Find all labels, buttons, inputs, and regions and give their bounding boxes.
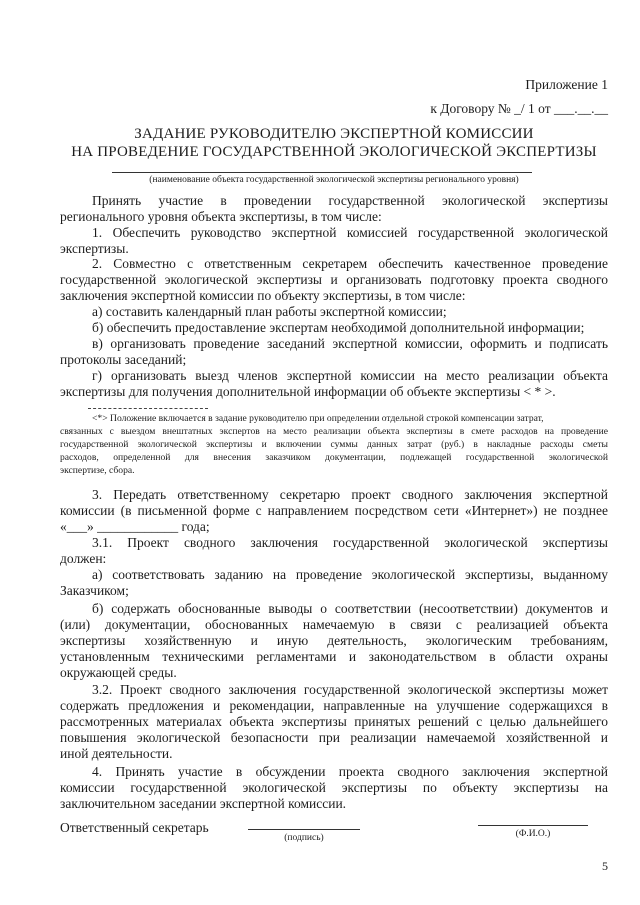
item-3-1a-line: а) соответствовать заданию на проведение экологической экспертизы, выданному bbox=[92, 567, 608, 582]
document-title-line-2: НА ПРОВЕДЕНИЕ ГОСУДАРСТВЕННОЙ ЭКОЛОГИЧЕСКОЙ ЭКСПЕРТИЗЫ bbox=[71, 144, 597, 160]
signature-role: Ответственный секретарь bbox=[60, 820, 209, 835]
item-3-1b-line: б) содержать обоснованные выводы о соответствии (несоответствии) документов и bbox=[92, 601, 608, 616]
page-number: 5 bbox=[602, 859, 608, 873]
item-3-2-line: повышения экологической безопасности при реализации намечаемой хозяйственной и bbox=[60, 730, 608, 745]
item-3-1b-line: установленным техническими регламентами и законодательством в области охраны bbox=[60, 649, 608, 664]
item-2g-line: г) организовать выезд членов экспертной комиссии на место реализации объекта bbox=[92, 368, 608, 383]
item-3-2-line: содержать предложения и рекомендации, направленные на улучшение содержащихся в bbox=[60, 698, 608, 713]
item-3-1-line: должен: bbox=[60, 551, 107, 566]
item-2-line: заключения экспертной комиссии по объекту экспертизы, в том числе: bbox=[60, 288, 466, 303]
signature-line bbox=[248, 829, 360, 830]
item-2a: а) составить календарный план работы экспертной комиссии; bbox=[92, 304, 447, 319]
item-1-line: экспертизы. bbox=[60, 241, 129, 256]
item-2b: б) обеспечить предоставление экспертам необходимой дополнительной информации; bbox=[92, 320, 585, 335]
document-title-line-1: ЗАДАНИЕ РУКОВОДИТЕЛЮ ЭКСПЕРТНОЙ КОМИССИИ bbox=[134, 126, 534, 142]
footnote-line: экспертизе, сбора. bbox=[60, 465, 135, 476]
item-4-line: 4. Принять участие в обсуждении проекта сводного заключения экспертной bbox=[92, 764, 608, 779]
item-3-deadline: «___» ____________ года; bbox=[60, 519, 210, 534]
paragraph-intro-line: регионального уровня объекта экспертизы, в том числе: bbox=[60, 209, 382, 224]
item-3-line: комиссии (в письменной форме с направлением посредством сети «Интернет») не позднее bbox=[60, 503, 608, 518]
item-3-2-line: иной деятельности. bbox=[60, 746, 173, 761]
contract-reference: к Договору № _/ 1 от ___.__.__ bbox=[430, 101, 608, 116]
item-2-line: 2. Совместно с ответственным секретарем обеспечить качественное проведение bbox=[92, 256, 608, 271]
item-3-2-line: 3.2. Проект сводного заключения государственной экологической экспертизы может bbox=[92, 682, 608, 697]
item-3-1b-line: окружающей среды. bbox=[60, 665, 177, 680]
item-3-1a-line: Заказчиком; bbox=[60, 583, 129, 598]
footnote-line: государственной экологической экспертизы и включении суммы данных затрат (руб.) в накладные расходы сметы bbox=[60, 439, 608, 450]
object-name-caption: (наименование объекта государственной экологической экспертизы регионального уровня) bbox=[149, 175, 519, 185]
item-3-1b-line: (или) документации, обоснованных намечаемую в связи с реализацией объекта bbox=[60, 617, 608, 632]
item-4-line: комиссии государственной экологической экспертизы по объекту экспертизы на bbox=[60, 780, 608, 795]
name-line bbox=[478, 825, 588, 826]
item-2-line: государственной экологической экспертизы и организовать подготовку проекта сводного bbox=[60, 272, 608, 287]
signature-caption: (подпись) bbox=[284, 833, 324, 843]
paragraph-intro-line: Принять участие в проведении государственной экологической экспертизы bbox=[92, 193, 608, 208]
item-1-line: 1. Обеспечить руководство экспертной комиссией государственной экологической bbox=[92, 225, 608, 240]
item-2v-line: протоколы заседаний; bbox=[60, 352, 187, 367]
item-3-line: 3. Передать ответственному секретарю проект сводного заключения экспертной bbox=[92, 487, 608, 502]
item-3-1-line: 3.1. Проект сводного заключения государственной экологической экспертизы bbox=[92, 535, 608, 550]
footnote-line: связанных с выездом внештатных экспертов на место реализации объекта экспертизы в смете расходов на проведение bbox=[60, 426, 608, 437]
appendix-label: Приложение 1 bbox=[525, 77, 608, 92]
item-3-1b-line: экспертизы хозяйственную и иную деятельность, экологическим требованиям, bbox=[60, 633, 608, 648]
footnote-line: расходов, определенной для внесения заказчиком документации, подлежащей государственной экологической bbox=[60, 452, 608, 463]
item-4-line: заключительном заседании экспертной комиссии. bbox=[60, 796, 347, 811]
item-2g-line: экспертизы для получения дополнительной информации об объекте экспертизы < * >. bbox=[60, 384, 556, 399]
item-3-2-line: рассмотренных материалах объекта экспертизы принятых решений с целью дальнейшего bbox=[60, 714, 608, 729]
object-name-line bbox=[112, 172, 532, 173]
footnote-separator bbox=[88, 408, 208, 409]
item-2v-line: в) организовать проведение заседаний экспертной комиссии, оформить и подписать bbox=[92, 336, 608, 351]
footnote-line: <*> Положение включается в задание руководителю при определении отдельной строкой компенсации затрат, bbox=[92, 413, 544, 424]
name-caption: (Ф.И.О.) bbox=[515, 829, 551, 839]
